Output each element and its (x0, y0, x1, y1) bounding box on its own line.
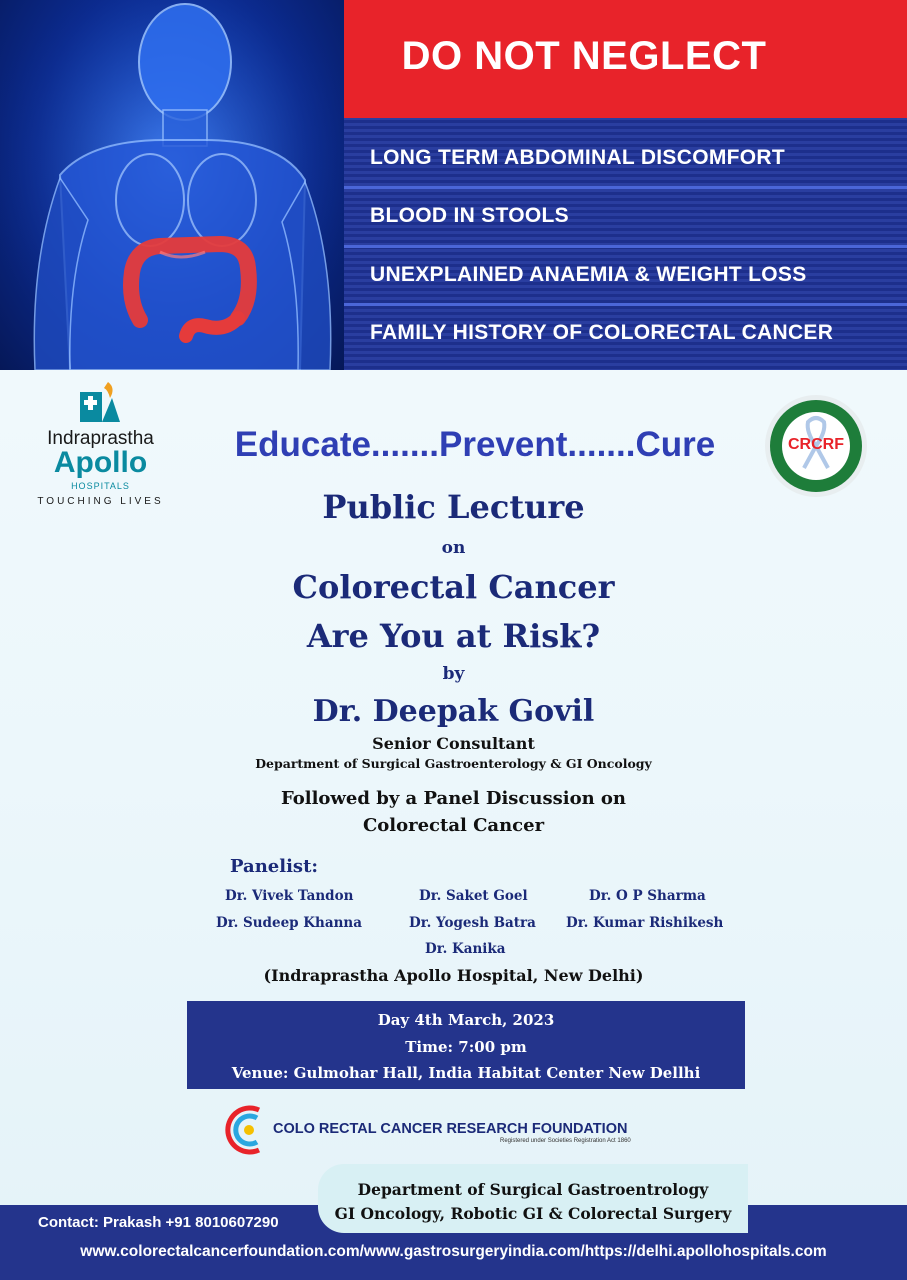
divider (344, 303, 907, 306)
event-venue: Venue: Gulmohar Hall, India Habitat Center New Dellhi (231, 1064, 701, 1082)
tagline: Educate.......Prevent.......Cure (234, 425, 716, 464)
event-day: Day 4th March, 2023 (377, 1011, 555, 1029)
apollo-name-line1: Indraprastha (47, 428, 154, 449)
speaker-role: Senior Consultant (372, 734, 535, 753)
symptom-item: FAMILY HISTORY OF COLORECTAL CANCER (370, 321, 834, 344)
symptom-item: LONG TERM ABDOMINAL DISCOMFORT (370, 146, 785, 169)
symptom-item: BLOOD IN STOOLS (370, 204, 569, 227)
symptom-item: UNEXPLAINED ANAEMIA & WEIGHT LOSS (370, 263, 807, 286)
symptoms-banner (0, 0, 907, 370)
panelist-name: Dr. Vivek Tandon (225, 888, 354, 904)
divider (344, 186, 907, 189)
panel-hospital: (Indraprastha Apollo Hospital, New Delhi) (263, 966, 644, 985)
website-links: www.colorectalcancerfoundation.com/www.gastrosurgeryindia.com/https://delhi.apollohospitals.com (80, 1243, 827, 1260)
divider (344, 245, 907, 248)
panel-intro-line1: Followed by a Panel Discussion on (280, 788, 627, 809)
department-box (318, 1164, 748, 1233)
foundation-logo (225, 1100, 685, 1160)
event-details-box (187, 1001, 745, 1089)
lecture-by: by (442, 664, 465, 684)
apollo-name-line2: Apollo (53, 446, 148, 479)
panel-intro-line2: Colorectal Cancer (362, 815, 545, 836)
department-line1: Department of Surgical Gastroentrology (357, 1180, 709, 1199)
human-anatomy-colon-illustration (0, 0, 344, 370)
panelist-name: Dr. O P Sharma (589, 888, 706, 904)
event-time: Time: 7:00 pm (405, 1038, 527, 1056)
foundation-name: COLO RECTAL CANCER RESEARCH FOUNDATION (273, 1121, 628, 1137)
speaker-department: Department of Surgical Gastroenterology & GI Oncology (255, 756, 652, 771)
apollo-tagline: TOUCHING LIVES (37, 496, 164, 507)
panelist-name: Dr. Kanika (425, 941, 506, 957)
panelist-name: Dr. Yogesh Batra (409, 915, 536, 931)
lecture-title: Public Lecture (322, 488, 585, 526)
apollo-name-line3: HOSPITALS (71, 481, 130, 491)
lecture-on: on (441, 538, 466, 558)
panelist-name: Dr. Sudeep Khanna (216, 915, 362, 931)
lecture-topic: Colorectal Cancer (292, 568, 615, 606)
panelist-name: Dr. Kumar Rishikesh (566, 915, 724, 931)
crcrf-abbr: CRCRF (788, 436, 844, 453)
lecture-question: Are You at Risk? (306, 617, 601, 655)
apollo-hospitals-logo-icon (78, 378, 123, 426)
contact-info: Contact: Prakash +91 8010607290 (38, 1214, 279, 1231)
foundation-registration: Registered under Societies Registration Act 1860 (500, 1138, 631, 1144)
department-line2: GI Oncology, Robotic GI & Colorectal Surgery (334, 1204, 732, 1223)
speaker-name: Dr. Deepak Govil (312, 694, 595, 729)
panelist-name: Dr. Saket Goel (419, 888, 528, 904)
headline: DO NOT NEGLECT (401, 34, 767, 78)
panelist-heading: Panelist: (230, 856, 319, 877)
foundation-c-logo-icon (225, 1102, 265, 1158)
